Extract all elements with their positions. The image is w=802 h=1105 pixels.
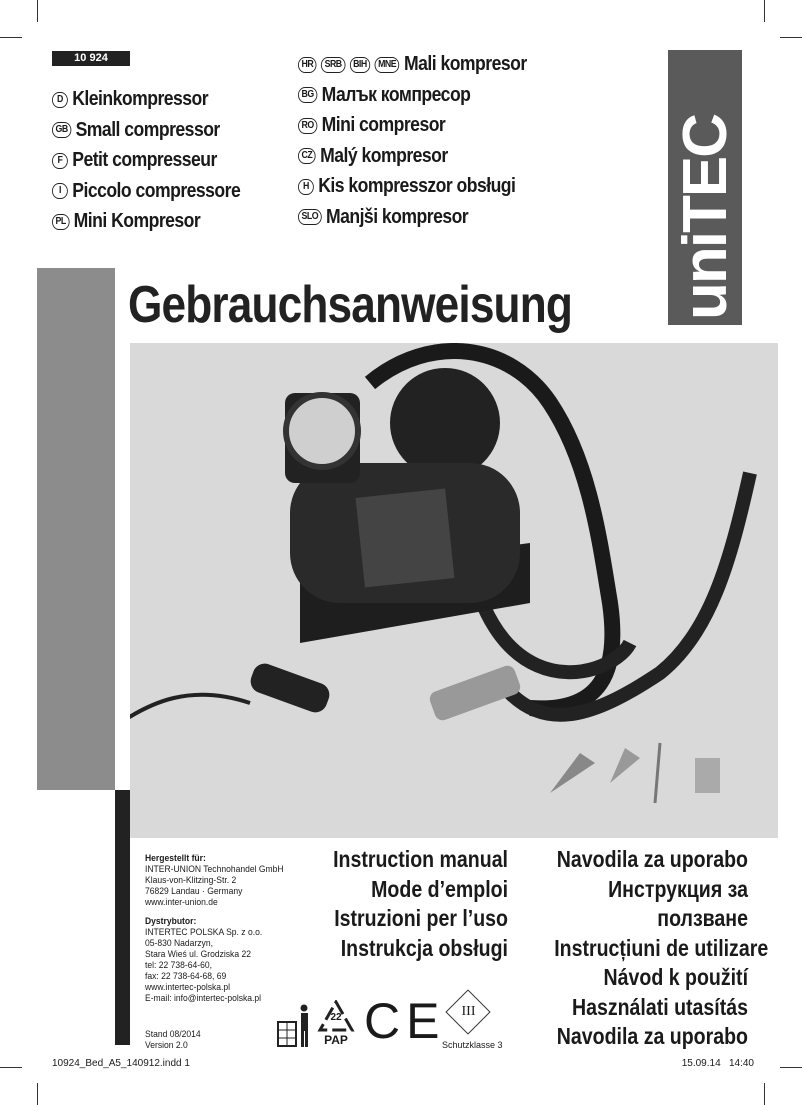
crop-mark — [780, 1067, 802, 1068]
address-line: Stara Wieś ul. Grodziska 22 — [145, 949, 251, 960]
address-line: INTER-UNION Technohandel GmbH — [145, 864, 284, 875]
country-badge: BG — [298, 87, 317, 103]
crop-mark — [764, 1083, 765, 1105]
product-name: Piccolo compressore — [72, 179, 241, 202]
product-name: Manjši kompresor — [325, 205, 469, 228]
language-title — [52, 180, 240, 203]
language-title — [298, 175, 515, 198]
recycling-symbol — [316, 1000, 356, 1047]
product-name: Mali kompresor — [403, 53, 527, 75]
address-line: 76829 Landau · Germany — [145, 886, 243, 897]
country-badge: MNE — [375, 57, 400, 73]
language-title — [52, 88, 208, 111]
email-link[interactable]: E-mail: info@intertec-polska.pl — [145, 993, 262, 1004]
manufacturer-heading: Hergestellt für: — [145, 853, 206, 864]
protection-class-label: Schutzklasse 3 — [442, 1040, 503, 1050]
crop-mark — [764, 0, 765, 22]
manual-titles-right — [554, 845, 769, 1052]
language-title — [298, 145, 448, 168]
website-link[interactable]: www.intertec-polska.pl — [145, 982, 231, 993]
product-name: Малък компресор — [321, 83, 471, 106]
manual-title: Instruction manual — [333, 846, 508, 872]
manual-title: Návod k použití — [603, 964, 748, 990]
product-name: Petit compresseur — [72, 149, 217, 171]
country-badge: SLO — [298, 209, 322, 225]
language-title — [52, 210, 200, 233]
country-badge: HR — [298, 57, 317, 73]
manual-titles-middle — [331, 845, 508, 963]
country-badge: D — [52, 92, 68, 108]
footer-date: 15.09.14 14:40 — [681, 1058, 754, 1069]
ce-mark: CE — [364, 993, 446, 1049]
page-title: Gebrauchsanweisung — [128, 276, 573, 334]
phone: tel: 22 738-64-60, — [145, 960, 213, 971]
language-title — [298, 53, 527, 76]
website-link[interactable]: www.inter-union.de — [145, 897, 218, 908]
distributor-heading: Dystrybutor: — [145, 916, 197, 927]
manual-title: Instrukcja obsługi — [340, 934, 508, 961]
fax: fax: 22 738-64-68, 69 — [145, 971, 227, 982]
crop-mark — [37, 1083, 38, 1105]
country-badge: PL — [52, 214, 69, 230]
manual-title: ползване — [657, 905, 748, 931]
language-title — [52, 149, 217, 172]
language-title — [298, 206, 468, 229]
country-badge: GB — [52, 122, 71, 138]
country-badge: SRB — [321, 57, 345, 73]
version: Version 2.0 — [145, 1040, 188, 1051]
crop-mark — [0, 37, 22, 38]
crop-mark — [780, 37, 802, 38]
product-name: Kleinkompressor — [72, 88, 209, 110]
country-badge: H — [298, 179, 314, 195]
product-photo — [130, 343, 778, 838]
class-numeral: III — [461, 1004, 476, 1019]
country-badge: I — [52, 183, 68, 199]
country-badge: RO — [298, 118, 317, 134]
address-line: INTERTEC POLSKA Sp. z o.o. — [145, 927, 263, 938]
crop-mark — [37, 0, 38, 22]
manual-title: Инструкция за — [608, 875, 748, 902]
recycle-number: 22 — [330, 1012, 342, 1023]
manual-title: Navodila za uporabo — [556, 1023, 748, 1049]
weee-bin-icon — [275, 1000, 315, 1050]
side-bar-dark — [115, 790, 130, 1045]
language-title — [52, 119, 220, 142]
product-name: Mini compresor — [321, 114, 446, 136]
product-name: Kis kompresszor obsługi — [318, 175, 516, 197]
manufacturer-block — [145, 853, 284, 1004]
stand-date: Stand 08/2014 — [145, 1029, 201, 1040]
country-badge: BIH — [350, 57, 371, 73]
footer-file: 10924_Bed_A5_140912.indd 1 — [52, 1058, 190, 1069]
country-badge: CZ — [298, 148, 316, 164]
language-title — [298, 84, 470, 107]
product-name: Mini Kompresor — [73, 210, 201, 232]
language-title — [298, 114, 445, 137]
address-line: Klaus-von-Klitzing-Str. 2 — [145, 875, 237, 886]
manual-title: Navodila za uporabo — [556, 846, 748, 872]
article-number: 10 924 — [52, 51, 130, 66]
product-name: Small compressor — [75, 118, 220, 141]
address-line: 05-830 Nadarzyn, — [145, 938, 213, 949]
product-name: Malý kompresor — [320, 144, 448, 167]
manual-title: Használati utasítás — [571, 993, 748, 1020]
crop-mark — [0, 1067, 22, 1068]
version-block — [145, 1029, 201, 1051]
manual-title: Mode d’emploi — [371, 875, 508, 902]
manual-title: Istruzioni per l’uso — [334, 905, 508, 931]
brand-logo: uniTEC — [668, 50, 742, 325]
manual-title: Instrucțiuni de utilizare — [554, 934, 769, 961]
country-badge: F — [52, 153, 68, 169]
side-bar — [37, 268, 115, 790]
recycle-label: PAP — [324, 1033, 348, 1047]
